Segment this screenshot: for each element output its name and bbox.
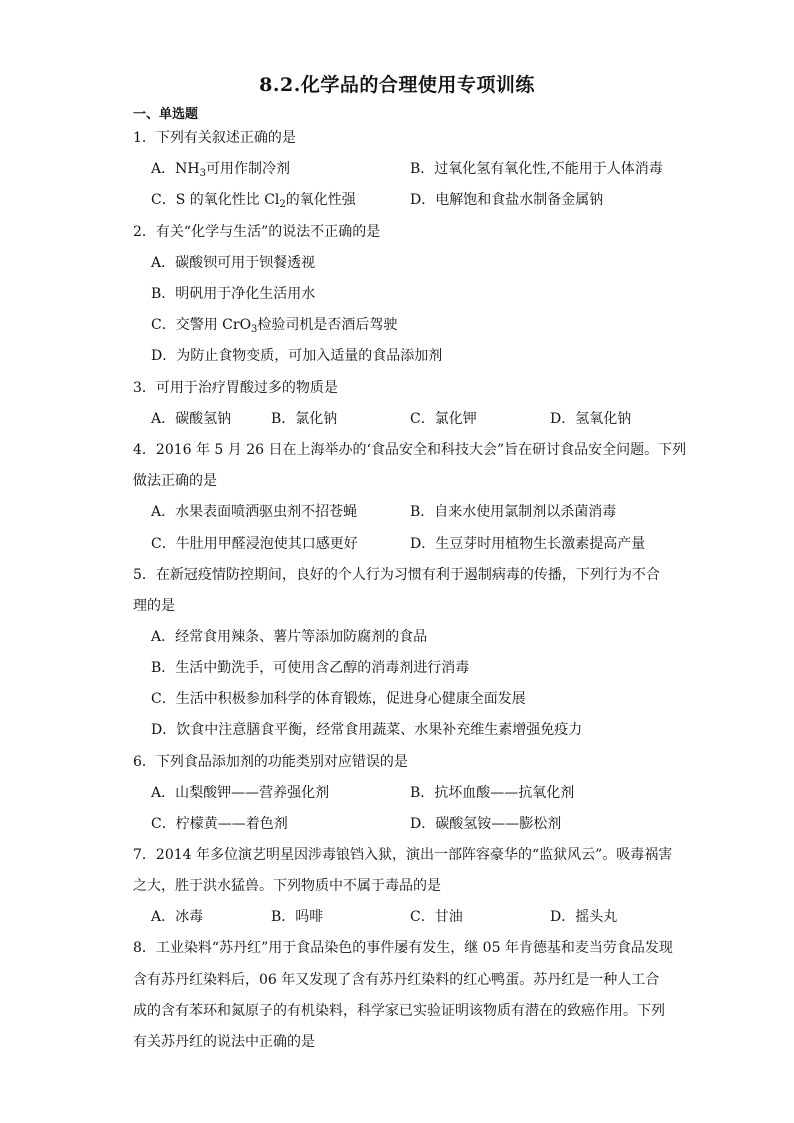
question-1-option-d[interactable]: D．电解饱和食盐水制备金属钠 [410,192,604,208]
question-5-option-a[interactable]: A．经常食用辣条、薯片等添加防腐剂的食品 [151,629,428,645]
question-2-option-c[interactable]: C．交警用 CrO$_3$检验司机是否酒后驾驶 [151,317,398,335]
question-4-stem-line-1: 4．2016 年 5 月 26 日在上海举办的‘食品安全和科技大会”旨在研讨食品安全问题。下列 [133,442,687,458]
question-5-option-c[interactable]: C．生活中积极参加科学的体育锻炼，促进身心健康全面发展 [151,691,526,707]
question-5-option-d[interactable]: D．饮食中注意膳食平衡，经常食用蔬菜、水果补充维生素增强免疫力 [151,722,583,738]
question-7-option-d[interactable]: D．摇头丸 [550,909,618,925]
question-5-stem-line-1: 5．在新冠疫情防控期间，良好的个人行为习惯有利于遏制病毒的传播，下列行为不合 [133,567,660,583]
question-6-option-c[interactable]: C．柠檬黄——着色剂 [151,816,288,832]
question-3-option-c[interactable]: C．氯化钾 [410,411,477,427]
question-4-option-b[interactable]: B．自来水使用氯制剂以杀菌消毒 [410,504,617,520]
question-7-stem-line-1: 7．2014 年多位演艺明星因涉毒锒铛入狱，演出一部阵容豪华的“监狱风云”。吸毒祸害 [133,847,673,863]
question-4-stem-line-2: 做法正确的是 [133,473,217,489]
question-2-option-b[interactable]: B．明矾用于净化生活用水 [151,286,316,302]
question-8-stem-line-3: 成的含有苯环和氮原子的有机染料，科学家已实验证明该物质有潜在的致癌作用。下列 [133,1003,665,1019]
question-5-stem-line-2: 理的是 [133,598,175,614]
question-2-stem: 2．有关“化学与生活”的说法不正确的是 [133,224,381,240]
question-8-stem-line-4: 有关苏丹红的说法中正确的是 [133,1034,315,1050]
question-7-option-c[interactable]: C．甘油 [410,909,463,925]
question-1-option-b[interactable]: B．过氧化氢有氧化性,不能用于人体消毒 [410,161,663,177]
question-8-stem-line-2: 含有苏丹红染料后，06 年又发现了含有苏丹红染料的红心鸭蛋。苏丹红是一种人工合 [133,972,660,988]
question-8-stem-line-1: 8．工业染料“苏丹红”用于食品染色的事件屡有发生，继 05 年肯德基和麦当劳食品发现 [133,940,673,956]
question-5-option-b[interactable]: B．生活中勤洗手，可使用含乙醇的消毒剂进行消毒 [151,660,470,676]
question-3-option-b[interactable]: B．氯化钠 [271,411,338,427]
question-6-option-d[interactable]: D．碳酸氢铵——膨松剂 [410,816,562,832]
question-3-stem: 3．可用于治疗胃酸过多的物质是 [133,380,338,396]
question-1-option-a[interactable]: A．$NH_3$可用作制冷剂 [151,161,290,179]
question-4-option-d[interactable]: D．生豆芽时用植物生长激素提高产量 [410,536,646,552]
question-1-stem: 1．下列有关叙述正确的是 [133,130,296,146]
question-6-option-b[interactable]: B．抗坏血酸——抗氧化剂 [410,785,575,801]
question-2-option-a[interactable]: A．碳酸钡可用于钡餐透视 [151,255,316,271]
question-7-option-a[interactable]: A．冰毒 [151,909,204,925]
question-6-stem: 6．下列食品添加剂的功能类别对应错误的是 [133,754,408,770]
question-1-option-c[interactable]: C．S 的氧化性比 $Cl_2$的氧化性强 [151,192,356,210]
question-6-option-a[interactable]: A．山梨酸钾——营养强化剂 [151,785,330,801]
question-4-option-a[interactable]: A．水果表面喷洒驱虫剂不招苍蝇 [151,504,358,520]
question-4-option-c[interactable]: C．牛肚用甲醛浸泡使其口感更好 [151,536,358,552]
question-7-stem-line-2: 之大，胜于洪水猛兽。下列物质中不属于毒品的是 [133,878,441,894]
question-3-option-a[interactable]: A．碳酸氢钠 [151,411,232,427]
section-heading: 一、单选题 [133,107,199,122]
question-7-option-b[interactable]: B．吗啡 [271,909,324,925]
question-2-option-d[interactable]: D．为防止食物变质，可加入适量的食品添加剂 [151,348,443,364]
page-title: 8.2.化学品的合理使用专项训练 [259,74,535,96]
question-3-option-d[interactable]: D．氢氧化钠 [550,411,632,427]
